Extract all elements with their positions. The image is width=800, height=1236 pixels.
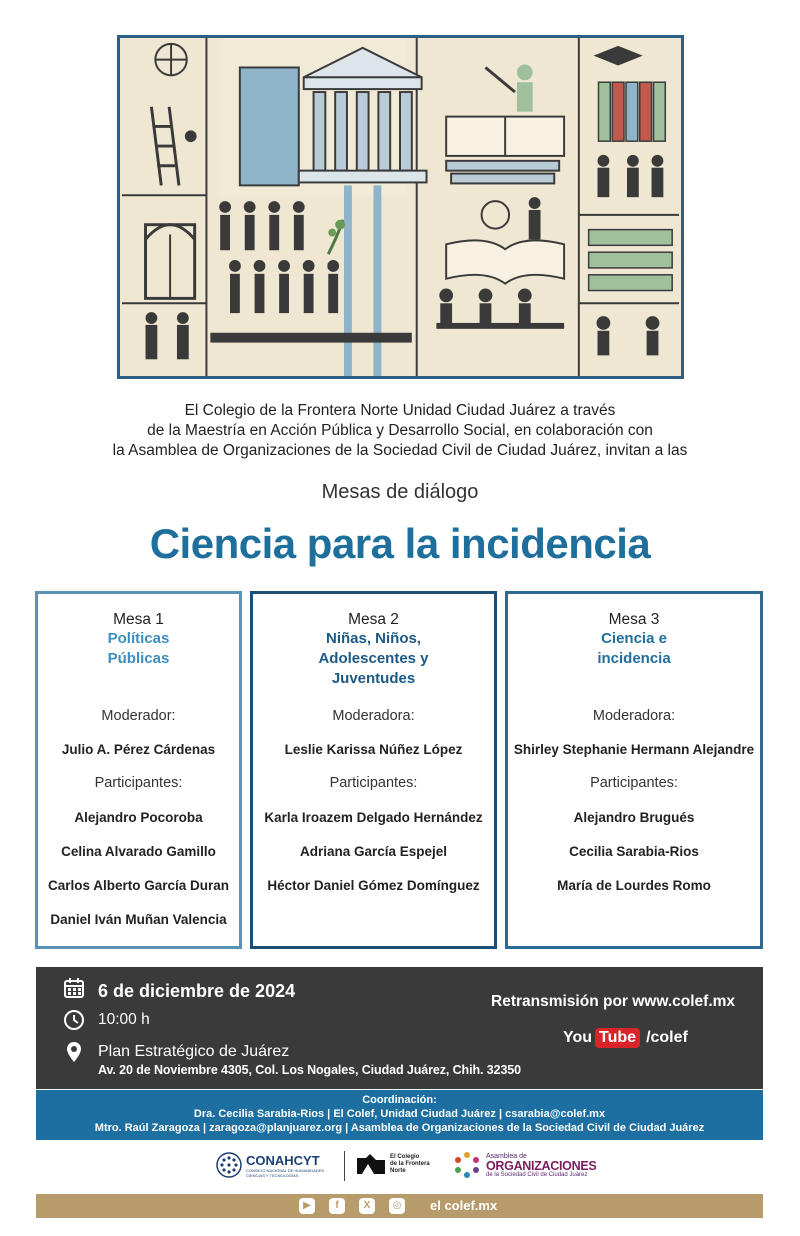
participants-label: Participantes:: [590, 775, 678, 791]
youtube-logo-you: You: [563, 1029, 593, 1046]
website-link[interactable]: el colef.mx: [430, 1198, 498, 1213]
social-icons: [299, 1198, 405, 1214]
partner-logos: [0, 1148, 800, 1186]
participant-name: Celina Alvarado Gamillo: [61, 844, 216, 859]
coordination-line-1: Dra. Cecilia Sarabia-Rios | El Colef, Unidad Ciudad Juárez | csarabia@colef.mx: [193, 1108, 606, 1120]
event-title: Ciencia para la incidencia: [149, 520, 651, 567]
instagram-icon[interactable]: ◎: [389, 1198, 405, 1214]
mesa-topic: Niñas, Niños, Adolescentes y Juventudes: [318, 630, 429, 687]
asamblea-emblem-icon: [452, 1150, 482, 1180]
participant-name: Carlos Alberto García Duran: [47, 878, 230, 893]
moderator-name: Shirley Stephanie Hermann Alejandre: [513, 742, 755, 757]
series-label: Mesas de diálogo: [321, 481, 479, 503]
facebook-icon[interactable]: f: [329, 1198, 345, 1214]
participant-name: Alejandro Pocoroba: [74, 810, 203, 825]
panel-mesa-2: [250, 591, 497, 949]
logo-divider: [344, 1151, 345, 1181]
panel-mesa-1: [35, 591, 242, 949]
calendar-icon: [63, 977, 85, 999]
intro-line-2: de la Maestría en Acción Pública y Desarrollo Social, en colaboración con: [147, 422, 653, 439]
panel-mesa-3: [505, 591, 763, 949]
asamblea-logo: [452, 1150, 596, 1180]
participants-label: Participantes:: [329, 775, 418, 791]
moderator-label: Moderadora:: [592, 708, 676, 724]
intro-line-3: la Asamblea de Organizaciones de la Sociedad Civil de Ciudad Juárez, invitan a las: [112, 442, 688, 459]
participant-name: Alejandro Brugués: [573, 810, 695, 825]
colef-name: El Colegio de la Frontera Norte: [390, 1153, 430, 1174]
youtube-logo-tube: Tube: [595, 1028, 640, 1048]
civic-illustration-icon: [120, 38, 681, 376]
event-info-band: [36, 967, 763, 1089]
location-pin-icon: [66, 1041, 82, 1063]
event-date: 6 de diciembre de 2024: [98, 981, 296, 1001]
x-icon[interactable]: X: [359, 1198, 375, 1214]
coordination-heading: Coordinación:: [362, 1094, 437, 1106]
participant-name: Karla Iroazem Delgado Hernández: [264, 810, 483, 825]
mesa-topic: Ciencia e incidencia: [597, 630, 671, 667]
moderator-label: Moderador:: [101, 708, 176, 724]
mesa-topic: Políticas Públicas: [107, 630, 170, 667]
header-illustration: [117, 35, 684, 379]
moderator-name: Leslie Karissa Núñez López: [284, 742, 463, 757]
moderator-name: Julio A. Pérez Cárdenas: [61, 742, 216, 757]
asamblea-sub-text: de la Sociedad Civil de Ciudad Juárez: [486, 1171, 588, 1178]
event-address: Av. 20 de Noviembre 4305, Col. Los Nogales, Ciudad Juárez, Chih. 32350: [98, 1063, 522, 1077]
intro-text: [0, 401, 800, 461]
colef-logo: [356, 1152, 430, 1176]
participant-name: María de Lourdes Romo: [557, 878, 711, 893]
stream-label[interactable]: Retransmisión por www.colef.mx: [491, 993, 736, 1010]
event-time: 10:00 h: [98, 1011, 150, 1028]
conahcyt-emblem-icon: [216, 1152, 242, 1178]
coordination-band: [36, 1090, 763, 1140]
youtube-handle: /colef: [646, 1029, 688, 1046]
conahcyt-name: CONAHCYT: [246, 1152, 320, 1168]
participant-name: Héctor Daniel Gómez Domínguez: [267, 878, 480, 893]
asamblea-top-text: Asamblea de: [486, 1152, 527, 1160]
participant-name: Daniel Iván Muñan Valencia: [50, 912, 227, 927]
conahcyt-subtitle: CONSEJO NACIONAL DE HUMANIDADES CIENCIAS Y TECNOLOGÍAS: [246, 1167, 325, 1178]
event-venue: Plan Estratégico de Juárez: [98, 1043, 290, 1060]
youtube-channel-link[interactable]: [563, 1028, 688, 1048]
colef-emblem-icon: [356, 1152, 386, 1176]
clock-icon: [63, 1009, 85, 1031]
mesa-number: Mesa 1: [113, 611, 164, 628]
footer-band: [36, 1194, 763, 1218]
mesa-number: Mesa 3: [608, 611, 660, 628]
conahcyt-logo: [216, 1152, 336, 1178]
mesa-number: Mesa 2: [348, 611, 399, 628]
youtube-icon[interactable]: ▶: [299, 1198, 315, 1214]
asamblea-main-text: ORGANIZACIONES: [486, 1158, 597, 1173]
moderator-label: Moderadora:: [332, 708, 415, 724]
participants-label: Participantes:: [94, 775, 183, 791]
intro-line-1: El Colegio de la Frontera Norte Unidad Ciudad Juárez a través: [184, 402, 616, 419]
participant-name: Adriana García Espejel: [299, 844, 448, 859]
coordination-line-2: Mtro. Raúl Zaragoza | zaragoza@planjuarez.org | Asamblea de Organizaciones de la Sociedad Civil de Ciudad Juárez: [94, 1122, 705, 1134]
participant-name: Cecilia Sarabia-Rios: [569, 844, 699, 859]
